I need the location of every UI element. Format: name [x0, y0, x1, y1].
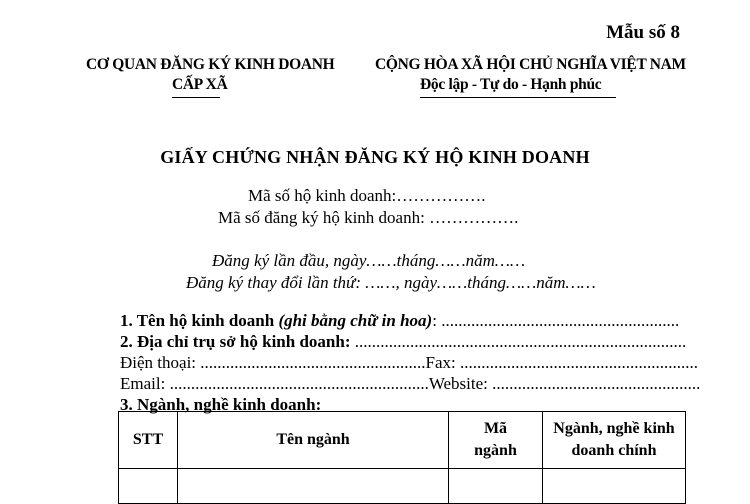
business-name-field [120, 311, 679, 331]
business-code-line: Mã số hộ kinh doanh:……………. [248, 186, 486, 205]
form-number: Mẫu số 8 [606, 22, 680, 43]
first-registration-line: Đăng ký lần đầu, ngày……tháng……năm…… [212, 251, 526, 270]
motto-underline [420, 97, 616, 98]
table-cell [119, 469, 178, 504]
change-registration-line: Đăng ký thay đổi lần thứ: ……, ngày……tháng……năm…… [186, 273, 596, 292]
email-website-field: Email: .............................................................Website: ................................................. [120, 374, 701, 393]
header-sector-code: Mã ngành [449, 412, 543, 469]
agency-underline [172, 97, 220, 98]
table-cell [178, 469, 449, 504]
issuing-agency-level: CẤP XÃ [172, 76, 228, 93]
header-stt: STT [119, 412, 178, 469]
address-field [120, 332, 686, 352]
header-sector-name: Tên ngành [178, 412, 449, 469]
business-name-note: (ghi bằng chữ in hoa) [278, 311, 433, 330]
table-row [119, 469, 686, 504]
business-name-label: 1. Tên hộ kinh doanh [120, 311, 279, 330]
business-sectors-table [118, 411, 686, 504]
national-motto: Độc lập - Tự do - Hạnh phúc [420, 76, 602, 93]
header-main-sector: Ngành, nghề kinh doanh chính [543, 412, 686, 469]
table-cell [543, 469, 686, 504]
business-name-dots: : ........................................................ [432, 311, 680, 330]
address-label: 2. Địa chỉ trụ sở hộ kinh doanh: [120, 332, 351, 351]
national-title: CỘNG HÒA XÃ HỘI CHỦ NGHĨA VIỆT NAM [375, 56, 686, 73]
registration-code-line: Mã số đăng ký hộ kinh doanh: ……………. [218, 208, 519, 227]
address-dots: .............................................................................. [350, 332, 687, 351]
sectors-label: 3. Ngành, nghề kinh doanh: [120, 395, 322, 414]
table-cell [449, 469, 543, 504]
phone-fax-field: Điện thoại: .....................................................Fax: ........................................................ [120, 353, 698, 372]
document-title: GIẤY CHỨNG NHẬN ĐĂNG KÝ HỘ KINH DOANH [160, 147, 590, 167]
table-header-row [119, 412, 686, 469]
issuing-agency: CƠ QUAN ĐĂNG KÝ KINH DOANH [86, 56, 335, 73]
